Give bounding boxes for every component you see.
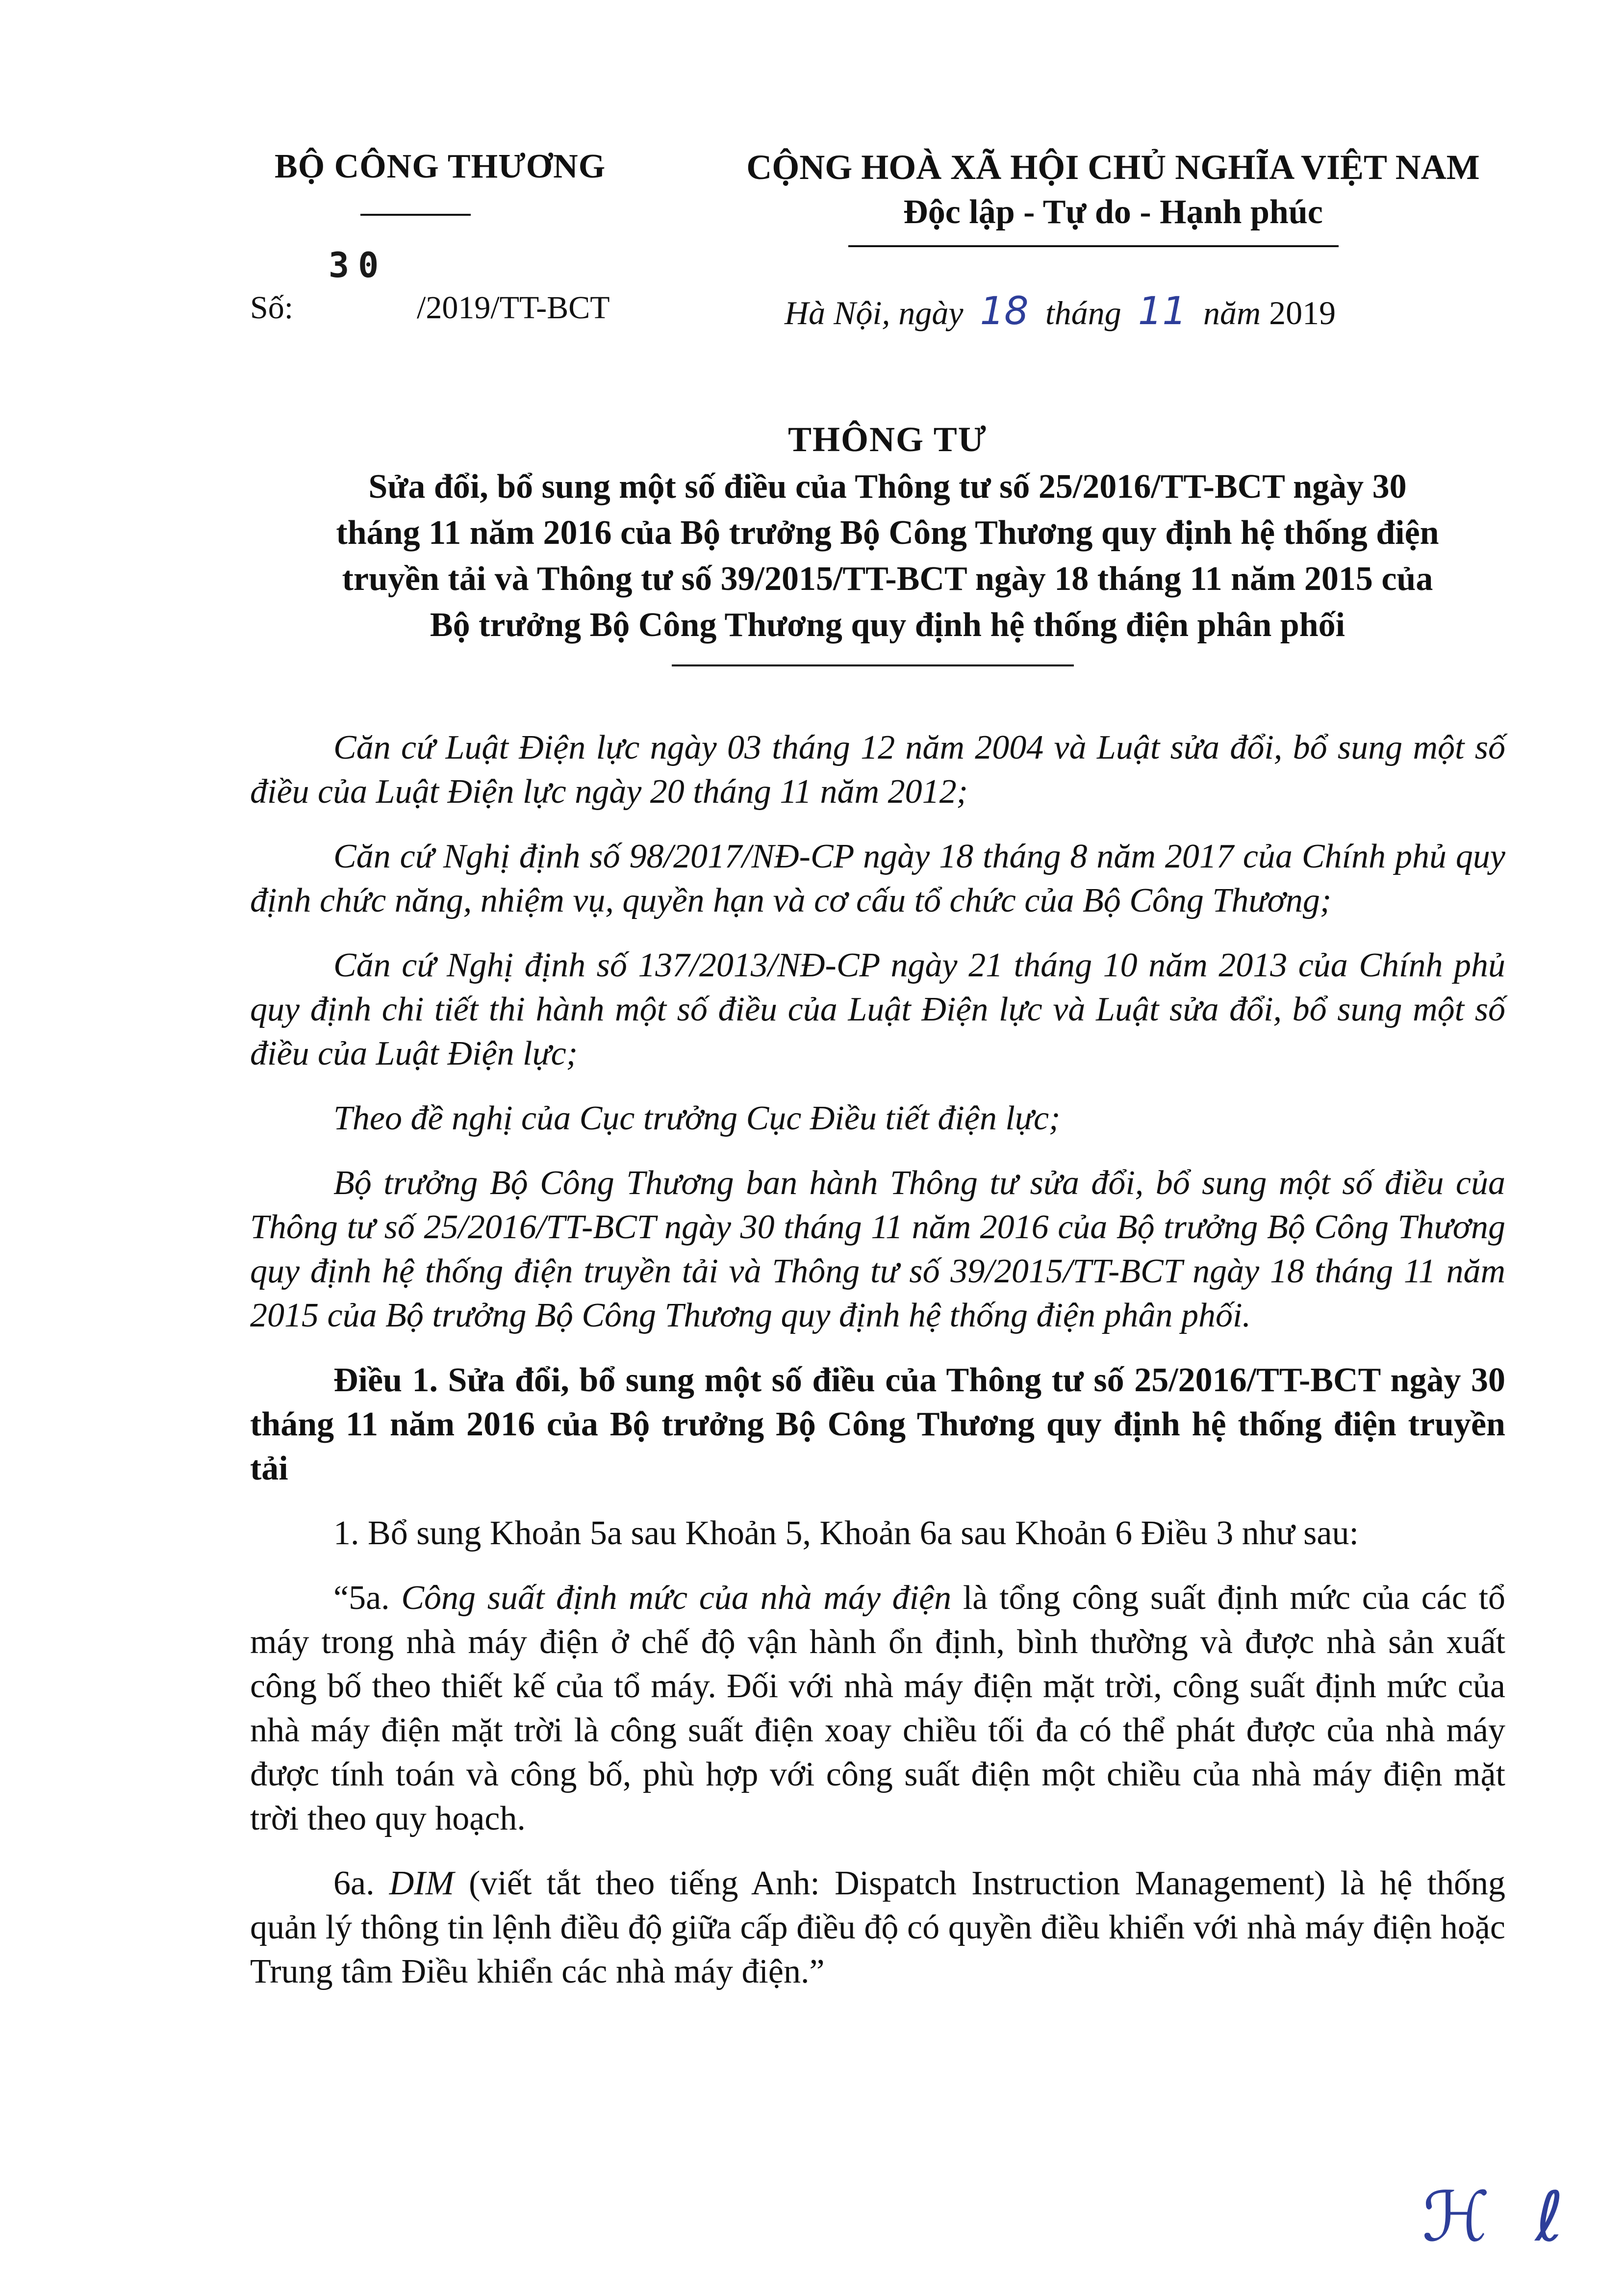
item-5a — [250, 1576, 1505, 1841]
date-month-label: tháng — [1045, 294, 1121, 331]
document-type: THÔNG TƯ — [787, 420, 988, 459]
handwritten-document-number: 30 — [329, 245, 388, 285]
date-year: 2019 — [1269, 294, 1336, 331]
preamble-paragraph: Bộ trưởng Bộ Công Thương ban hành Thông tư sửa đổi, bổ sung một số điều của Thông tư số 25/2016/TT-BCT ngày 30 tháng 11 năm 2016 của Bộ trưởng Bộ Công Thương quy định hệ thống điện truyền tải và Thông tư số 39/2015/TT-BCT ngày 18 tháng 11 năm 2015 của Bộ trưởng Bộ Công Thương quy định hệ thống điện phân phối. — [250, 1164, 1505, 1334]
motto-underline — [848, 245, 1339, 247]
item-6a-text: (viết tắt theo tiếng Anh: Dispatch Instruction Management) là hệ thống quản lý thông tin lệnh điều độ giữa cấp điều độ có quyền điều khiển với nhà máy điện hoặc Trung tâm Điều khiển các nhà máy điện.” — [250, 1864, 1505, 1990]
national-header — [696, 147, 1530, 232]
title-block — [206, 419, 1569, 648]
number-label: Số: — [250, 290, 294, 326]
subject-line: Sửa đổi, bổ sung một số điều của Thông tư số 25/2016/TT-BCT ngày 30 — [368, 468, 1407, 506]
item-5a-term: Công suất định mức của nhà máy điện — [401, 1579, 952, 1617]
date-month-handwritten: 11 — [1138, 289, 1187, 333]
document-body — [250, 726, 1505, 2014]
item-6a — [250, 1861, 1505, 1994]
date-line — [785, 289, 1336, 333]
subject-line: Bộ trưởng Bộ Công Thương quy định hệ thống điện phân phối — [430, 606, 1345, 644]
initials-mark: ℋ ℓ — [1422, 2177, 1575, 2257]
date-year-label: năm — [1203, 294, 1261, 331]
preamble-paragraph: Theo đề nghị của Cục trưởng Cục Điều tiết điện lực; — [333, 1099, 1061, 1137]
item-5a-prefix: “5a. — [333, 1579, 402, 1617]
subject-underline — [672, 664, 1074, 666]
ministry-underline — [360, 214, 471, 216]
document-subject — [206, 464, 1569, 648]
date-place: Hà Nội, ngày — [785, 294, 964, 331]
preamble-paragraph: Căn cứ Nghị định số 98/2017/NĐ-CP ngày 18 tháng 8 năm 2017 của Chính phủ quy định chức năng, nhiệm vụ, quyền hạn và cơ cấu tổ chức của Bộ Công Thương; — [250, 838, 1505, 919]
item-6a-term: DIM — [389, 1864, 454, 1902]
preamble-paragraph: Căn cứ Nghị định số 137/2013/NĐ-CP ngày 21 tháng 10 năm 2013 của Chính phủ quy định chi tiết thi hành một số điều của Luật Điện lực và Luật sửa đổi, bổ sung một số điều của Luật Điện lực; — [250, 946, 1505, 1072]
article-1-title: Điều 1. Sửa đổi, bổ sung một số điều của Thông tư số 25/2016/TT-BCT ngày 30 tháng 11 năm 2016 của Bộ trưởng Bộ Công Thương quy định hệ thống điện truyền tải — [250, 1361, 1505, 1487]
document-number-line — [250, 289, 610, 327]
article-1-clause-1: 1. Bổ sung Khoản 5a sau Khoản 5, Khoản 6a sau Khoản 6 Điều 3 như sau: — [333, 1514, 1359, 1552]
ministry-name: BỘ CÔNG THƯƠNG — [275, 148, 606, 185]
issuer-block — [275, 147, 628, 186]
preamble-paragraph: Căn cứ Luật Điện lực ngày 03 tháng 12 năm 2004 và Luật sửa đổi, bổ sung một số điều của Luật Điện lực ngày 20 tháng 11 năm 2012; — [250, 729, 1505, 811]
subject-line: tháng 11 năm 2016 của Bộ trưởng Bộ Công Thương quy định hệ thống điện — [336, 514, 1439, 552]
motto: Độc lập - Tự do - Hạnh phúc — [903, 193, 1323, 231]
number-code: /2019/TT-BCT — [417, 290, 610, 326]
nation-name: CỘNG HOÀ XÃ HỘI CHỦ NGHĨA VIỆT NAM — [746, 148, 1480, 187]
subject-line: truyền tải và Thông tư số 39/2015/TT-BCT ngày 18 tháng 11 năm 2015 của — [342, 560, 1433, 598]
item-5a-text: là tổng công suất định mức của các tổ máy trong nhà máy điện ở chế độ vận hành ổn định, bình thường và được nhà sản xuất công bố theo thiết kế của tổ máy. Đối với nhà máy điện mặt trời, công suất định mức của nhà máy điện mặt trời là công suất điện xoay chiều tối đa có thể phát được của nhà máy được tính toán và công bố, phù hợp với công suất điện một chiều của nhà máy điện mặt trời theo quy hoạch. — [250, 1579, 1506, 1837]
date-day-handwritten: 18 — [980, 289, 1029, 333]
item-6a-prefix: 6a. — [333, 1864, 389, 1902]
